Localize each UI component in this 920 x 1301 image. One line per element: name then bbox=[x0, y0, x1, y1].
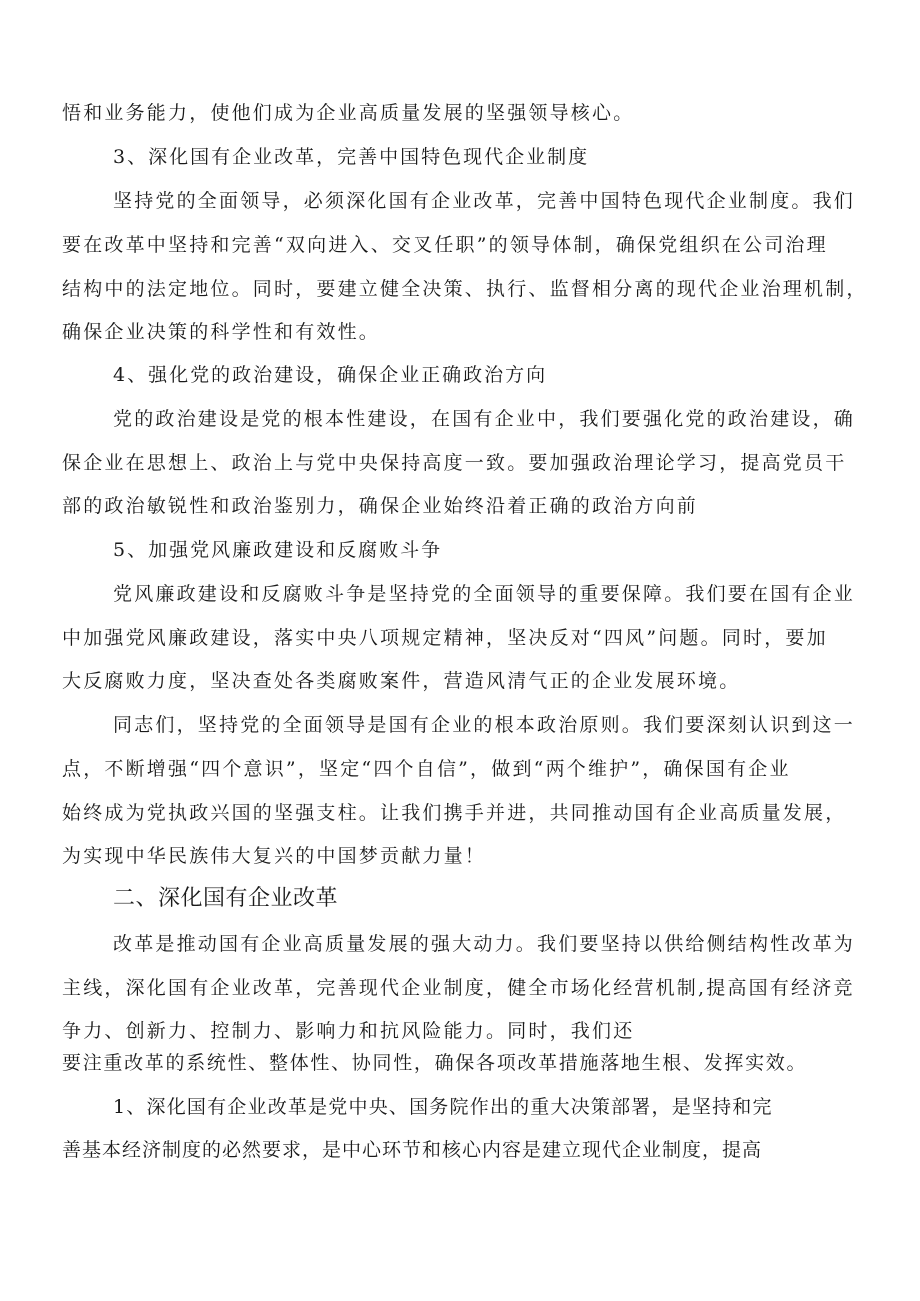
section-heading: 二、深化国有企业改革 bbox=[113, 886, 339, 911]
text-line: 部的政治敏锐性和政治鉴别力，确保企业始终沿着正确的政治方向前 bbox=[62, 495, 699, 517]
text-line: 为实现中华民族伟大复兴的中国梦贡献力量！ bbox=[62, 845, 487, 867]
text-line: 大反腐败力度，坚决查处各类腐败案件，营造风清气正的企业发展环境。 bbox=[62, 670, 741, 692]
text-line: 同志们，坚持党的全面领导是国有企业的根本政治原则。我们要深刻认识到这一 bbox=[113, 714, 856, 736]
text-line: 主线，深化国有企业改革，完善现代企业制度，健全市场化经营机制,提高国有经济竞 bbox=[62, 977, 855, 999]
text-line: 确保企业决策的科学性和有效性。 bbox=[62, 321, 381, 343]
text-line: 始终成为党执政兴国的坚强支柱。让我们携手并进，共同推动国有企业高质量发展， bbox=[62, 802, 847, 824]
subheading-4: 4、强化党的政治建设，确保企业正确政治方向 bbox=[113, 364, 548, 386]
text-line: 争力、创新力、控制力、影响力和抗风险能力。同时，我们还 bbox=[62, 1020, 635, 1042]
text-line: 改革是推动国有企业高质量发展的强大动力。我们要坚持以供给侧结构性改革为 bbox=[113, 933, 856, 955]
subheading-5: 5、加强党风廉政建设和反腐败斗争 bbox=[113, 539, 443, 561]
text-line: 结构中的法定地位。同时，要建立健全决策、执行、监督相分离的现代企业治理机制， bbox=[62, 278, 868, 300]
text-line: 党的政治建设是党的根本性建设，在国有企业中，我们要强化党的政治建设，确 bbox=[113, 408, 856, 430]
text-line: 中加强党风廉政建设，落实中央八项规定精神，坚决反对“四风”问题。同时，要加 bbox=[62, 627, 828, 649]
text-line: 善基本经济制度的必然要求，是中心环节和核心内容是建立现代企业制度，提高 bbox=[62, 1139, 763, 1161]
text-line: 要注重改革的系统性、整体性、协同性，确保各项改革措施落地生根、发挥实效。 bbox=[62, 1052, 808, 1074]
text-line: 党风廉政建设和反腐败斗争是坚持党的全面领导的重要保障。我们要在国有企业 bbox=[113, 583, 856, 605]
text-line: 坚持党的全面领导，必须深化国有企业改革，完善中国特色现代企业制度。我们 bbox=[113, 190, 856, 212]
subheading-3: 3、深化国有企业改革，完善中国特色现代企业制度 bbox=[113, 146, 590, 168]
text-line: 保企业在思想上、政治上与党中央保持高度一致。要加强政治理论学习，提高党员干 bbox=[62, 452, 847, 474]
text-line: 悟和业务能力，使他们成为企业高质量发展的坚强领导核心。 bbox=[62, 102, 635, 124]
text-line: 点，不断增强“四个意识”，坚定“四个自信”，做到“两个维护”，确保国有企业 bbox=[62, 758, 791, 780]
text-line: 1、深化国有企业改革是党中央、国务院作出的重大决策部署，是坚持和完 bbox=[113, 1096, 773, 1118]
text-line: 要在改革中坚持和完善“双向进入、交叉任职”的领导体制，确保党组织在公司治理 bbox=[62, 234, 828, 256]
